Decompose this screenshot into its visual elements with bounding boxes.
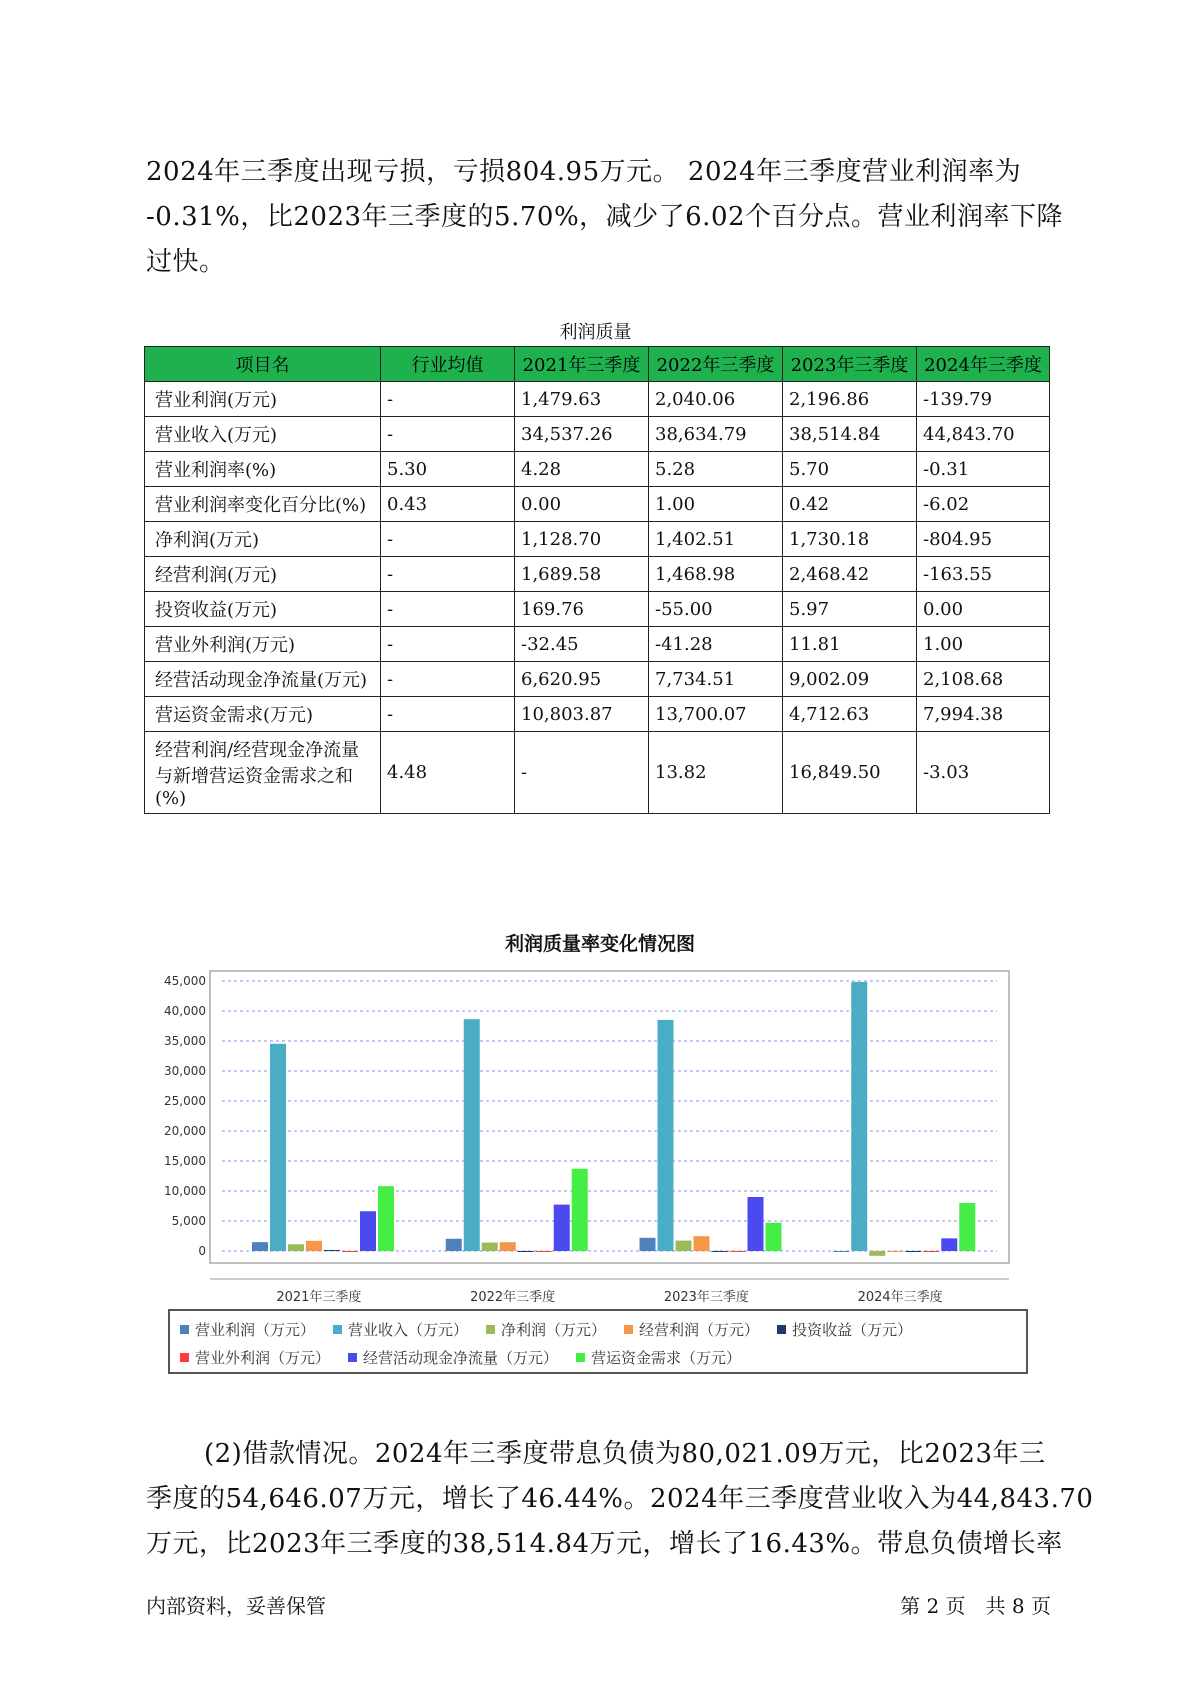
bar (905, 1251, 921, 1252)
header-cell: 2023年三季度 (783, 347, 917, 382)
legend-item (333, 1319, 468, 1340)
table-row (145, 662, 1050, 697)
intro-line: 2024年三季度出现亏损，亏损804.95万元。 2024年三季度营业利润率为 (146, 157, 1022, 187)
table-row (145, 592, 1050, 627)
table-cell: -163.55 (917, 557, 1050, 592)
legend-item (348, 1347, 558, 1368)
x-tick-label: 2022年三季度 (470, 1290, 556, 1305)
table-cell: 6,620.95 (515, 662, 649, 697)
bar (959, 1203, 975, 1251)
row-label: 经营活动现金净流量(万元) (145, 662, 381, 697)
x-tick-label: 2023年三季度 (663, 1290, 749, 1305)
legend-label: 投资收益（万元） (792, 1320, 913, 1339)
table-cell: 16,849.50 (783, 732, 917, 814)
footer-left: 内部资料，妥善保管 (146, 1594, 326, 1618)
table-cell: - (381, 627, 515, 662)
bar (730, 1251, 746, 1252)
x-tick-label: 2024年三季度 (857, 1290, 943, 1305)
y-tick-label: 35,000 (164, 1034, 206, 1048)
table-cell: 5.70 (783, 452, 917, 487)
bar (748, 1197, 764, 1251)
table-cell: 4.48 (381, 732, 515, 814)
y-tick-label: 0 (198, 1244, 206, 1258)
header-cell: 行业均值 (381, 347, 515, 382)
row-label: 营业利润率(%) (145, 452, 381, 487)
table-row (145, 487, 1050, 522)
bar (572, 1169, 588, 1251)
table-cell: 13.82 (649, 732, 783, 814)
legend-label: 营业利润（万元） (195, 1320, 316, 1339)
row-label: 投资收益(万元) (145, 592, 381, 627)
y-tick-label: 5,000 (171, 1214, 206, 1228)
chart-legend (168, 1309, 1028, 1374)
table-cell: 13,700.07 (649, 697, 783, 732)
chart-title: 利润质量率变化情况图 (504, 933, 695, 955)
bar (694, 1236, 710, 1251)
table-cell: - (381, 697, 515, 732)
table-cell: 11.81 (783, 627, 917, 662)
intro-paragraph (146, 150, 1064, 285)
bar (288, 1244, 304, 1251)
bar (500, 1242, 516, 1251)
bar (536, 1251, 552, 1252)
table-row (145, 452, 1050, 487)
table-cell: 5.28 (649, 452, 783, 487)
table-cell: 1,402.51 (649, 522, 783, 557)
bar (446, 1239, 462, 1251)
bar (378, 1186, 394, 1251)
profit-quality-table (144, 346, 1050, 814)
borrowing-line: 万元，比2023年三季度的38,514.84万元，增长了16.43%。带息负债增长率 (146, 1529, 1063, 1559)
row-label: 营业利润率变化百分比(%) (145, 487, 381, 522)
legend-swatch (576, 1353, 585, 1362)
table-cell: - (515, 732, 649, 814)
footer-page-number: 第 2 页 共 8 页 (900, 1594, 1051, 1618)
table-row (145, 382, 1050, 417)
bar (554, 1205, 570, 1251)
legend-row (180, 1343, 1016, 1371)
bar (464, 1019, 480, 1251)
table-row (145, 697, 1050, 732)
table-cell: 2,040.06 (649, 382, 783, 417)
table-cell: 4.28 (515, 452, 649, 487)
bar (851, 982, 867, 1251)
bar (324, 1250, 340, 1251)
legend-item (180, 1347, 330, 1368)
x-tick-label: 2021年三季度 (276, 1290, 362, 1305)
table-cell: - (381, 662, 515, 697)
legend-swatch (333, 1325, 342, 1334)
table-cell: -41.28 (649, 627, 783, 662)
bar (676, 1241, 692, 1251)
legend-item (777, 1319, 912, 1340)
y-tick-label: 30,000 (164, 1064, 206, 1078)
header-cell: 2024年三季度 (917, 347, 1050, 382)
legend-label: 营业收入（万元） (348, 1320, 469, 1339)
legend-item (180, 1319, 315, 1340)
table-cell: 0.00 (917, 592, 1050, 627)
table-row (145, 417, 1050, 452)
bar (658, 1020, 674, 1251)
table-row (145, 732, 1050, 814)
table-cell: 2,108.68 (917, 662, 1050, 697)
table-cell: -6.02 (917, 487, 1050, 522)
table-cell: 4,712.63 (783, 697, 917, 732)
row-label: 营业外利润(万元) (145, 627, 381, 662)
legend-swatch (180, 1353, 189, 1362)
table-cell: -804.95 (917, 522, 1050, 557)
bar (712, 1251, 728, 1252)
table-cell: -139.79 (917, 382, 1050, 417)
table-title: 利润质量 (559, 322, 632, 343)
table-row (145, 627, 1050, 662)
y-tick-label: 15,000 (164, 1154, 206, 1168)
bar (252, 1242, 268, 1251)
bar (941, 1238, 957, 1251)
table-cell: - (381, 522, 515, 557)
table-cell: 0.00 (515, 487, 649, 522)
table-cell: 5.97 (783, 592, 917, 627)
intro-line: -0.31%，比2023年三季度的5.70%，减少了6.02个百分点。营业利润率下降 (146, 202, 1064, 232)
table-cell: - (381, 382, 515, 417)
legend-label: 营业外利润（万元） (195, 1348, 331, 1367)
table-cell: 1,730.18 (783, 522, 917, 557)
legend-item (576, 1347, 741, 1368)
row-label: 经营利润(万元) (145, 557, 381, 592)
table-row (145, 557, 1050, 592)
bar (869, 1251, 885, 1256)
table-cell: 7,734.51 (649, 662, 783, 697)
table-cell: - (381, 417, 515, 452)
row-label: 营业利润(万元) (145, 382, 381, 417)
table-cell: - (381, 592, 515, 627)
bar (306, 1241, 322, 1251)
table-cell: 5.30 (381, 452, 515, 487)
bar (887, 1251, 903, 1252)
bar (342, 1251, 358, 1252)
header-cell: 2022年三季度 (649, 347, 783, 382)
table-row (145, 522, 1050, 557)
bar (766, 1223, 782, 1251)
table-cell: 7,994.38 (917, 697, 1050, 732)
table-cell: 1,468.98 (649, 557, 783, 592)
legend-swatch (624, 1325, 633, 1334)
y-tick-label: 10,000 (164, 1184, 206, 1198)
bar (640, 1238, 656, 1251)
legend-label: 经营利润（万元） (639, 1320, 760, 1339)
table-cell: -32.45 (515, 627, 649, 662)
borrowing-paragraph (146, 1432, 1094, 1567)
y-tick-label: 40,000 (164, 1004, 206, 1018)
row-label: 营业收入(万元) (145, 417, 381, 452)
legend-label: 净利润（万元） (501, 1320, 607, 1339)
bar (833, 1251, 849, 1252)
legend-item (624, 1319, 759, 1340)
table-header-row (145, 347, 1050, 382)
table-cell: 9,002.09 (783, 662, 917, 697)
table-cell: 1,479.63 (515, 382, 649, 417)
plot-frame (210, 971, 1009, 1263)
table-cell: 38,634.79 (649, 417, 783, 452)
legend-swatch (348, 1353, 357, 1362)
table-cell: 1,128.70 (515, 522, 649, 557)
table-cell: -0.31 (917, 452, 1050, 487)
row-label: 经营利润/经营现金净流量与新增营运资金需求之和(%) (145, 732, 381, 814)
header-cell: 项目名 (145, 347, 381, 382)
borrowing-line: 季度的54,646.07万元，增长了46.44%。2024年三季度营业收入为44,843.70 (146, 1484, 1094, 1514)
legend-swatch (486, 1325, 495, 1334)
table-cell: -55.00 (649, 592, 783, 627)
table-cell: 0.43 (381, 487, 515, 522)
table-cell: - (381, 557, 515, 592)
bar (923, 1251, 939, 1252)
table-body (145, 382, 1050, 814)
legend-label: 经营活动现金净流量（万元） (363, 1348, 559, 1367)
bar-chart (160, 965, 1040, 1345)
table-cell: 10,803.87 (515, 697, 649, 732)
table-cell: 1,689.58 (515, 557, 649, 592)
header-cell: 2021年三季度 (515, 347, 649, 382)
table-cell: 2,468.42 (783, 557, 917, 592)
y-tick-label: 20,000 (164, 1124, 206, 1138)
bar (518, 1251, 534, 1252)
row-label: 营运资金需求(万元) (145, 697, 381, 732)
table-cell: 34,537.26 (515, 417, 649, 452)
row-label: 净利润(万元) (145, 522, 381, 557)
y-tick-label: 25,000 (164, 1094, 206, 1108)
table-cell: 1.00 (917, 627, 1050, 662)
legend-item (486, 1319, 606, 1340)
table-cell: 1.00 (649, 487, 783, 522)
bar (270, 1044, 286, 1251)
borrowing-line: (2)借款情况。2024年三季度带息负债为80,021.09万元，比2023年三 (204, 1439, 1046, 1469)
table-cell: 44,843.70 (917, 417, 1050, 452)
table-cell: 0.42 (783, 487, 917, 522)
legend-row (180, 1315, 1016, 1343)
legend-swatch (777, 1325, 786, 1334)
bar (360, 1211, 376, 1251)
legend-label: 营运资金需求（万元） (591, 1348, 742, 1367)
legend-swatch (180, 1325, 189, 1334)
table-cell: -3.03 (917, 732, 1050, 814)
table-cell: 2,196.86 (783, 382, 917, 417)
table-cell: 38,514.84 (783, 417, 917, 452)
intro-line: 过快。 (146, 247, 226, 277)
table-cell: 169.76 (515, 592, 649, 627)
y-tick-label: 45,000 (164, 974, 206, 988)
bar (482, 1243, 498, 1251)
